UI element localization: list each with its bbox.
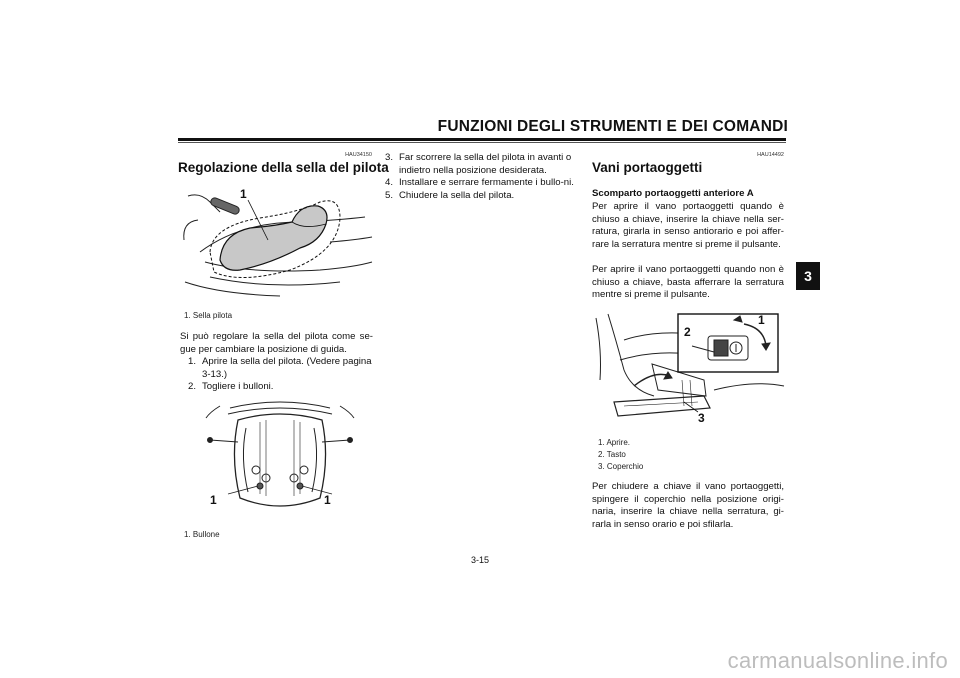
callout-2: 2 bbox=[684, 325, 691, 339]
callout-1-right: 1 bbox=[324, 493, 331, 507]
header-rule bbox=[178, 138, 786, 141]
seat-steps-continued bbox=[385, 152, 579, 202]
watermark: carmanualsonline.info bbox=[727, 648, 948, 673]
seat-intro-text: Si può regolare la sella del pilota come se-gue per cambiare la posizione di guida. bbox=[180, 331, 373, 355]
storage-para-1: Per aprire il vano portaoggetti quando è chiuso a chiave, inserire la chiave nella ser-ratura, girarla in senso antiorario e poi affer-rare la serratura mentre si preme il pulsante. bbox=[592, 201, 784, 250]
list-item: 3. Far scorrere la sella del pilota in avanti o indietro nella posizione desiderata. bbox=[385, 152, 572, 176]
storage-para-2: Per aprire il vano portaoggetti quando non è chiuso a chiave, basta afferrare la serratura mentre si preme il pulsante. bbox=[592, 264, 784, 301]
caption-item: 3. Coperchio bbox=[598, 462, 644, 471]
header-rule-thin bbox=[178, 142, 786, 143]
list-item: 1. Aprire la sella del pilota. (Vedere pagina 3-13.) bbox=[188, 356, 372, 380]
section-title-seat: Regolazione della sella del pilota bbox=[178, 160, 389, 175]
fig-caption-seat: 1. Sella pilota bbox=[184, 311, 233, 320]
storage-illustration bbox=[594, 310, 784, 430]
page-header-title: FUNZIONI DEGLI STRUMENTI E DEI COMANDI bbox=[437, 118, 788, 135]
fig-captions-storage bbox=[598, 437, 643, 473]
seat-steps-list bbox=[188, 356, 373, 394]
section-code: HAU34150 bbox=[345, 152, 372, 158]
callout-3: 3 bbox=[698, 411, 705, 425]
page-number: 3-15 bbox=[470, 555, 489, 565]
caption-item: 1. Aprire. bbox=[598, 438, 631, 447]
storage-para-3: Per chiudere a chiave il vano portaoggetti, spingere il coperchio nella posizione origi-naria, inserire la chiave nella serratura, gi-rarla in senso orario e poi sfilarla. bbox=[592, 481, 784, 530]
section-title-storage: Vani portaoggetti bbox=[592, 160, 703, 175]
caption-item: 2. Tasto bbox=[598, 450, 626, 459]
seat-illustration bbox=[180, 182, 376, 300]
fig-caption-bolt: 1. Bullone bbox=[184, 530, 220, 539]
callout-1: 1 bbox=[240, 187, 247, 201]
section-code: HAU14492 bbox=[757, 152, 784, 158]
list-item: 5. Chiudere la sella del pilota. bbox=[385, 189, 515, 201]
bolt-illustration bbox=[200, 398, 360, 518]
list-item: 4. Installare e serrare fermamente i bullo-ni. bbox=[385, 177, 574, 189]
callout-1-left: 1 bbox=[210, 493, 217, 507]
subsection-title: Scomparto portaoggetti anteriore A bbox=[592, 188, 754, 199]
callout-1: 1 bbox=[758, 313, 765, 327]
list-item: 2. Togliere i bulloni. bbox=[188, 381, 274, 393]
chapter-tab: 3 bbox=[796, 262, 820, 290]
